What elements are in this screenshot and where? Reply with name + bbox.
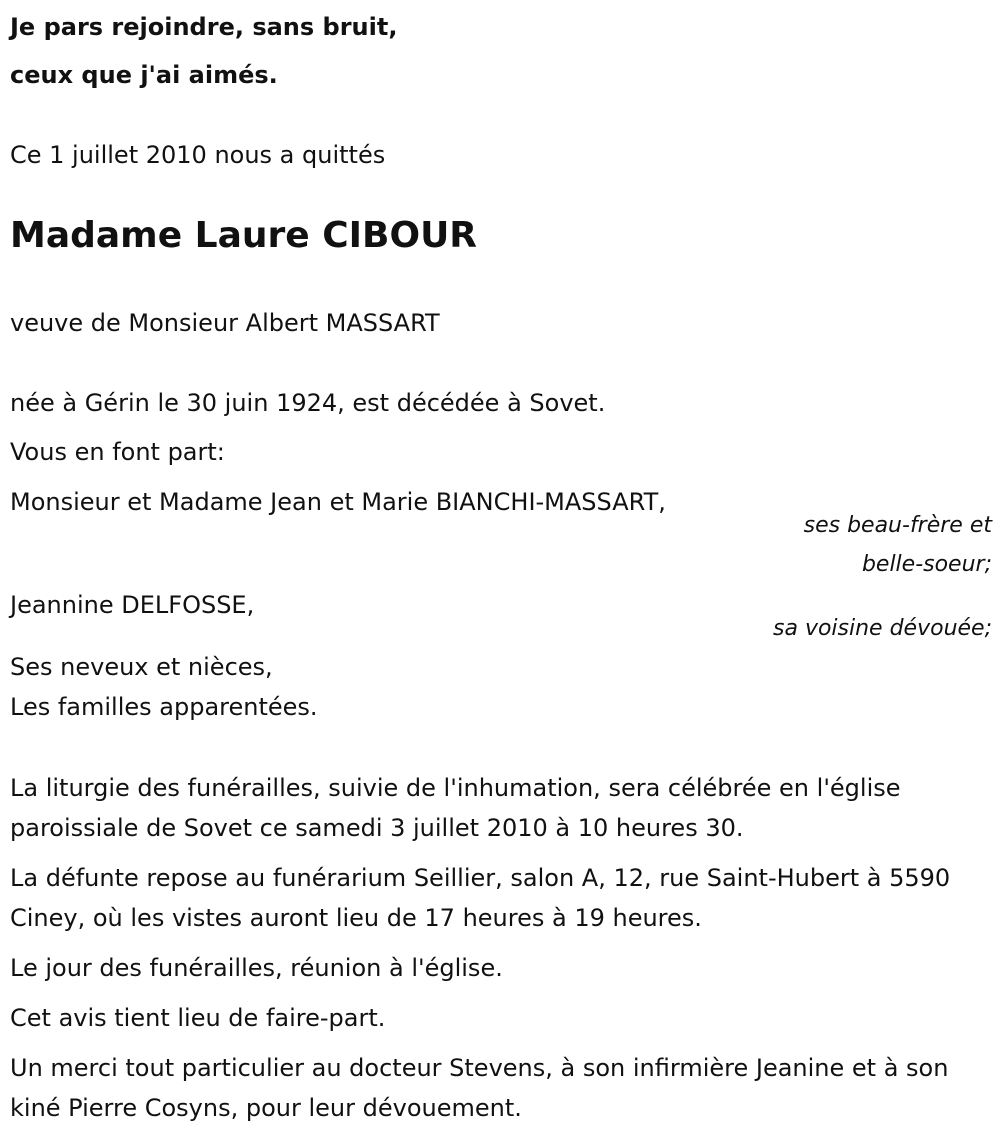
intro-text: Ce 1 juillet 2010 nous a quittés xyxy=(10,141,386,169)
funeral-notice: Cet avis tient lieu de faire-part. xyxy=(10,1004,386,1032)
relatives-line-1: Ses neveux et nièces, xyxy=(10,653,273,681)
funeral-meeting: Le jour des funérailles, réunion à l'église. xyxy=(10,954,503,982)
widow-of: veuve de Monsieur Albert MASSART xyxy=(10,309,440,337)
family-member-relation: ses beau-frère et xyxy=(803,513,992,538)
funeral-thanks: Un merci tout particulier au docteur Stevens, à son infirmière Jeanine et à son kiné Pierre Cosyns, pour leur dévouement. xyxy=(10,1054,949,1122)
funeral-liturgy: La liturgie des funérailles, suivie de l'inhumation, sera célébrée en l'église paroissiale de Sovet ce samedi 3 juillet 2010 à 10 heures 30. xyxy=(10,774,901,842)
epigraph-line-1: Je pars rejoindre, sans bruit, xyxy=(10,13,398,41)
family-member-name: Monsieur et Madame Jean et Marie BIANCHI-MASSART, xyxy=(10,488,666,516)
obituary-notice xyxy=(10,0,992,1141)
relatives-line-2: Les familles apparentées. xyxy=(10,693,318,721)
family-member-name: Jeannine DELFOSSE, xyxy=(10,591,255,619)
family-member-relation: belle-soeur; xyxy=(861,552,992,577)
announcement-text: Vous en font part: xyxy=(10,438,225,466)
funeral-repose: La défunte repose au funérarium Seillier, salon A, 12, rue Saint-Hubert à 5590 Ciney, où les vistes auront lieu de 17 heures à 19 heures. xyxy=(10,864,951,932)
deceased-name: Madame Laure CIBOUR xyxy=(10,215,478,256)
birth-death-text: née à Gérin le 30 juin 1924, est décédée à Sovet. xyxy=(10,389,606,417)
family-member-relation: sa voisine dévouée; xyxy=(773,616,992,641)
epigraph-line-2: ceux que j'ai aimés. xyxy=(10,61,278,89)
